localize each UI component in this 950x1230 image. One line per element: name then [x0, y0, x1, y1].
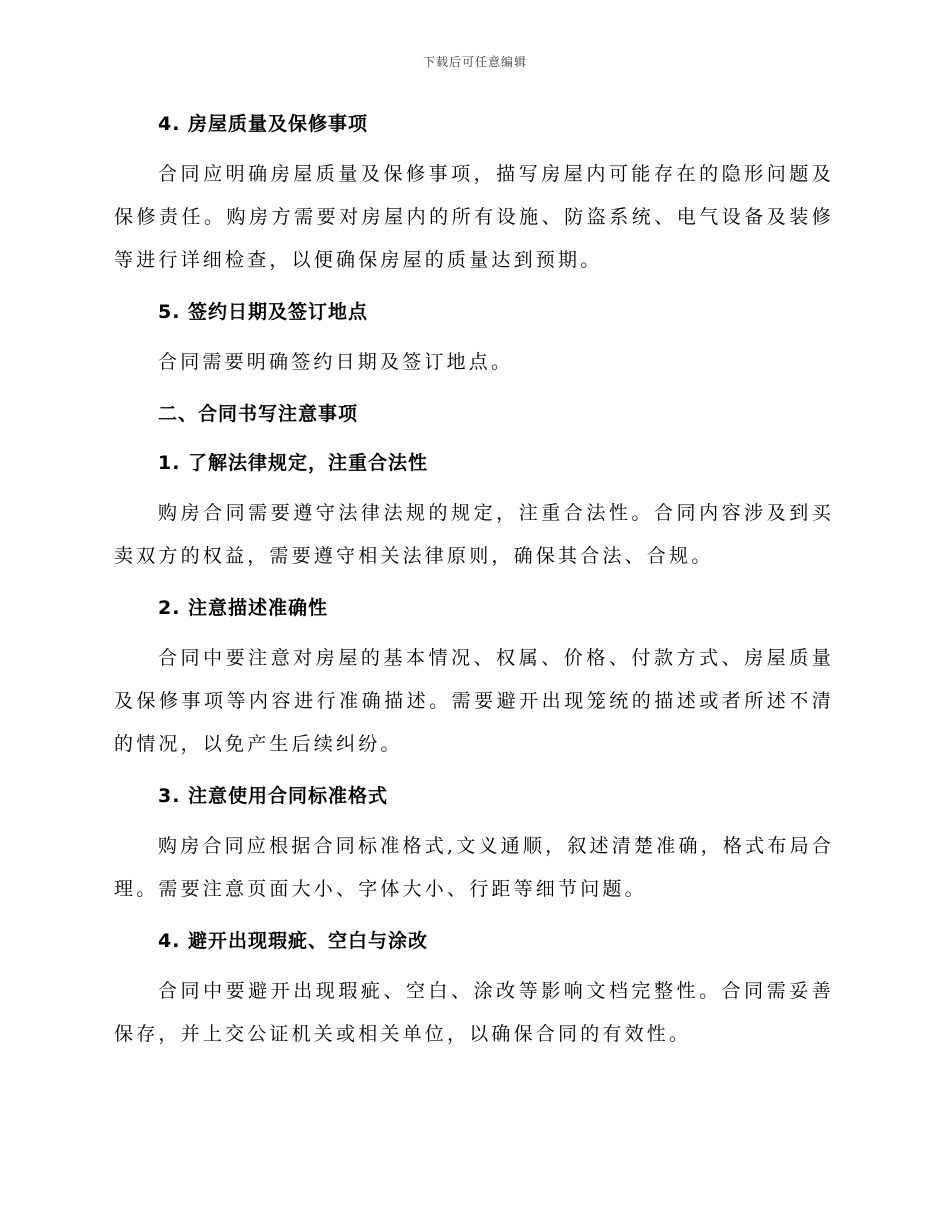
document-body — [114, 104, 834, 1066]
section-heading-accuracy: 2. 注意描述准确性 — [158, 597, 329, 619]
paragraph-signing: 合同需要明确签约日期及签订地点。 — [158, 351, 514, 373]
section-heading-flaws: 4. 避开出现瑕疵、空白与涂改 — [158, 930, 429, 952]
chapter-heading-notes: 二、合同书写注意事项 — [158, 403, 359, 425]
section-heading-legality: 1. 了解法律规定，注重合法性 — [158, 452, 429, 474]
paragraph-flaws: 合同中要避开出现瑕疵、空白、涂改等影响文档完整性。合同需妥善保存，并上交公证机关或相关单位，以确保合同的有效性。 — [114, 980, 834, 1045]
paragraph-accuracy: 合同中要注意对房屋的基本情况、权属、价格、付款方式、房屋质量及保修事项等内容进行准确描述。需要避开出现笼统的描述或者所述不清的情况，以免产生后续纠纷。 — [114, 647, 834, 755]
section-heading-quality: 4. 房屋质量及保修事项 — [158, 113, 369, 135]
paragraph-format: 购房合同应根据合同标准格式,文义通顺，叙述清楚准确，格式布局合理。需要注意页面大小、字体大小、行距等细节问题。 — [114, 835, 834, 900]
section-heading-format: 3. 注意使用合同标准格式 — [158, 785, 389, 807]
page-header-note: 下载后可任意编辑 — [422, 55, 527, 69]
paragraph-legality: 购房合同需要遵守法律法规的规定，注重合法性。合同内容涉及到买卖双方的权益，需要遵守相关法律原则，确保其合法、合规。 — [114, 502, 834, 567]
section-heading-signing: 5. 签约日期及签订地点 — [158, 301, 369, 323]
paragraph-quality: 合同应明确房屋质量及保修事项，描写房屋内可能存在的隐形问题及保修责任。购房方需要对房屋内的所有设施、防盗系统、电气设备及装修等进行详细检查，以便确保房屋的质量达到预期。 — [114, 163, 834, 271]
